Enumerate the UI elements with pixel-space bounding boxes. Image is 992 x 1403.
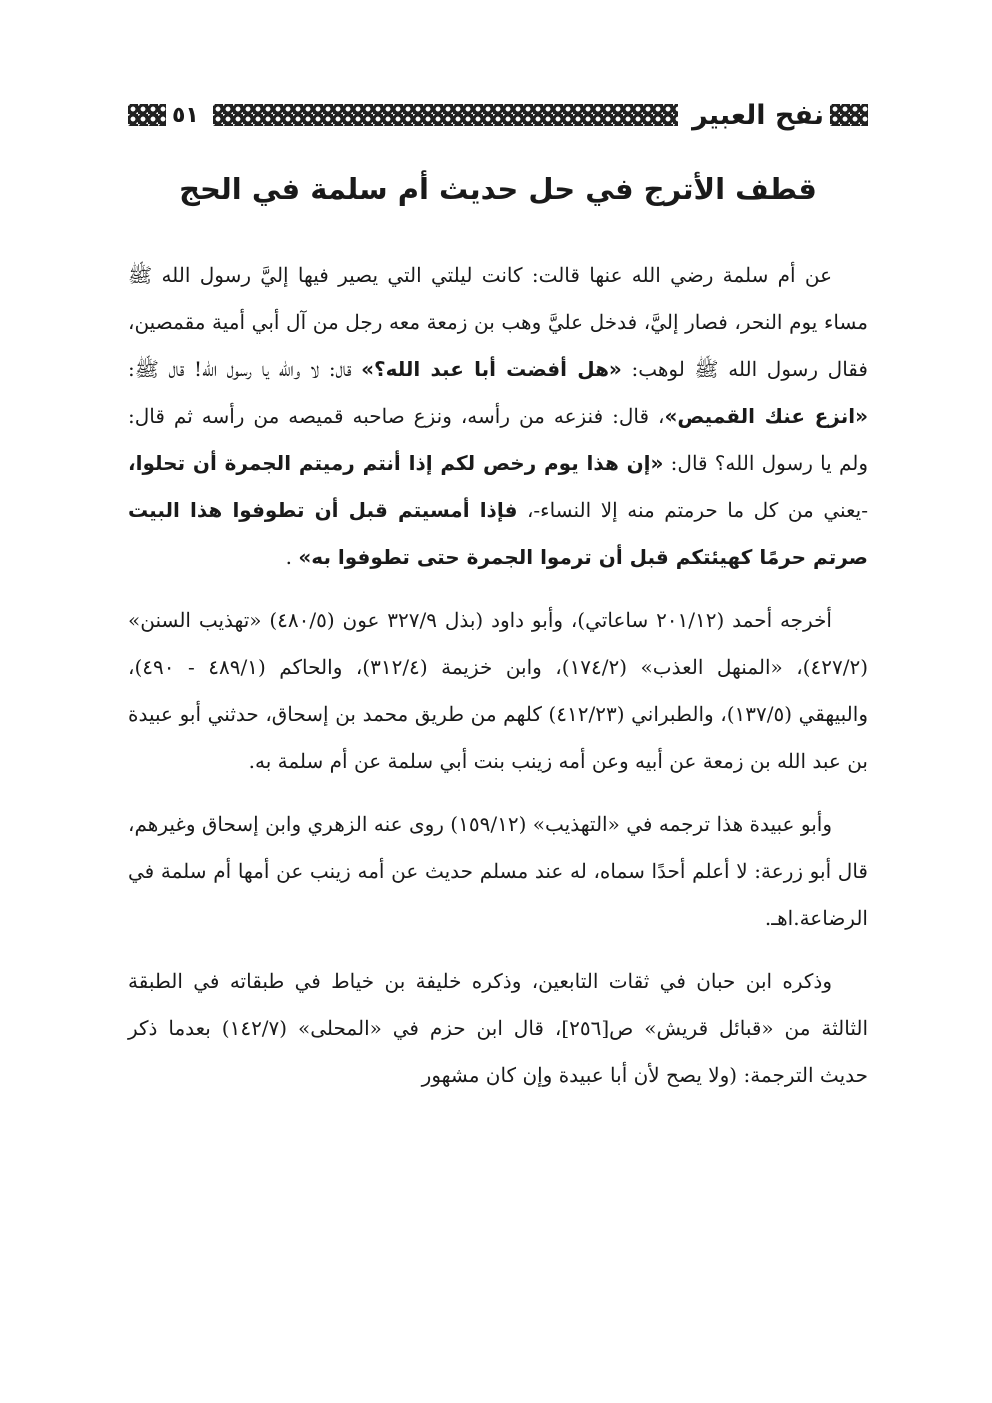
paragraph-tarjama: وأبو عبيدة هذا ترجمه في «التهذيب» (١٥٩/١٢) روى عنه الزهري وابن إسحاق وغيرهم، قال أبو زرعة: لا أعلم أحدًا سماه، له عند مسلم حديث عن أمه زينب عن أمها أم سلمة في الرضاعة.اهـ. bbox=[128, 812, 868, 930]
header-ornament-right bbox=[830, 104, 868, 126]
hadith-text-1: عن أم سلمة رضي الله عنها قالت: كانت ليلتي التي يصير فيها إليَّ رسول الله ﷺ مساء يوم النحر، فصار إليَّ، فدخل عليَّ وهب بن زمعة معه رجل من آل أبي أمية مقمصين، فقال رسول الله ﷺ لوهب: bbox=[128, 263, 868, 381]
prophet-quote-1: «هل أفضت أبا عبد الله؟» bbox=[361, 357, 622, 381]
hadith-text-2: قال: لا والله يا رسول الله! قال ﷺ: bbox=[128, 357, 362, 381]
hadith-text-5: . bbox=[285, 545, 299, 569]
paragraph-takhrij: أخرجه أحمد (٢٠١/١٢ ساعاتي)، وأبو داود (بذل ٣٢٧/٩ عون (٤٨٠/٥) «تهذيب السنن» (٤٢٧/٢)، «المنهل العذب» (١٧٤/٢)، وابن خزيمة (٣١٢/٤)، والحاكم (٤٨٩/١ - ٤٩٠)، والبيهقي (١٣٧/٥)، والطبراني (٤١٢/٢٣) كلهم من طريق محمد بن إسحاق، حدثني أبو عبيدة بن عبد الله بن زمعة عن أبيه وعن أمه زينب بنت أبي سلمة عن أم سلمة به. bbox=[128, 608, 869, 773]
paragraph-thiqat: وذكره ابن حبان في ثقات التابعين، وذكره خليفة بن خياط في طبقاته في الطبقة الثالثة من «قبائل قريش» ص[٢٥٦]، قال ابن حزم في «المحلى» (١٤٢/٧) بعدما ذكر حديث الترجمة: (ولا يصح لأن أبا عبيدة وإن كان مشهور bbox=[128, 969, 869, 1087]
hadith-text-3: ، قال: فنزعه من رأسه، ونزع صاحبه قميصه من رأسه ثم قال: ولم يا رسول الله؟ قال: bbox=[128, 404, 869, 475]
prophet-quote-3: «إن هذا يوم رخص لكم إذا أنتم رميتم الجمرة أن تحلوا، bbox=[128, 451, 664, 475]
prophet-quote-2: «انزع عنك القميص» bbox=[664, 404, 868, 428]
running-header bbox=[128, 98, 868, 132]
paragraph-hadith bbox=[128, 252, 868, 581]
header-ornament-band bbox=[213, 104, 678, 126]
prophet-quote-4: فإذا أمسيتم قبل أن تطوفوا هذا البيت صرتم حرمًا كهيئتكم قبل أن ترموا الجمرة حتى تطوفوا به» bbox=[128, 498, 868, 569]
hadith-text-4: -يعني من كل ما حرمتم منه إلا النساء-، bbox=[517, 498, 868, 522]
body-text bbox=[128, 252, 868, 1115]
book-title: نفح العبير bbox=[692, 99, 824, 131]
header-ornament-left bbox=[128, 104, 166, 126]
page-number: ٥١ bbox=[172, 102, 199, 128]
chapter-title: قطف الأترج في حل حديث أم سلمة في الحج bbox=[179, 172, 817, 206]
